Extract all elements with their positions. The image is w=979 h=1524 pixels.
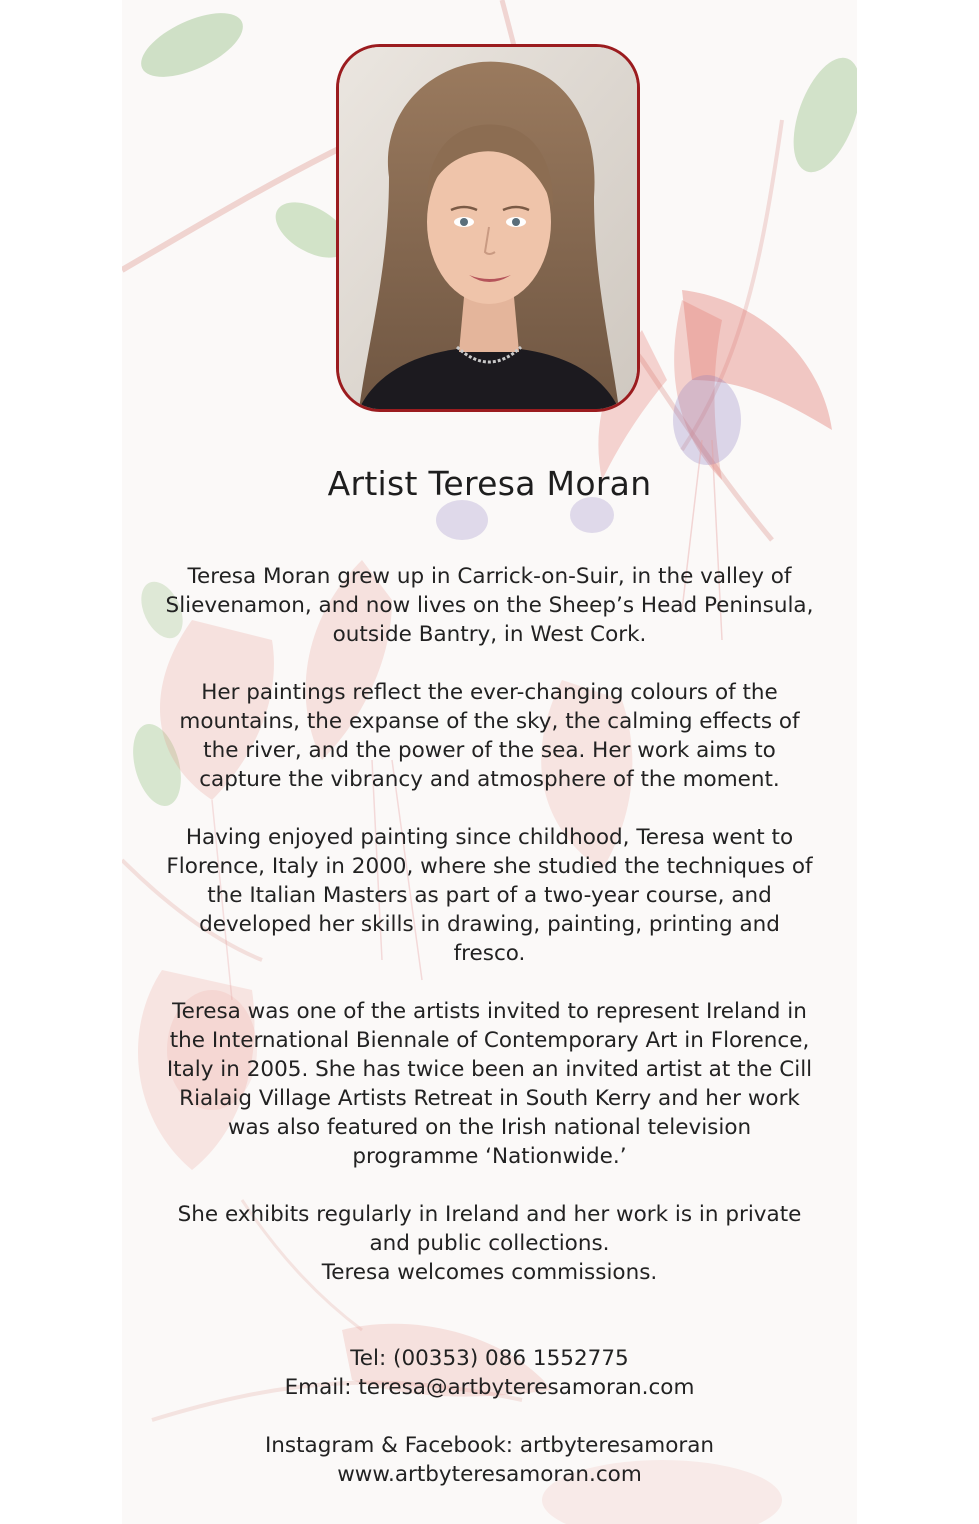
artist-bio: [162, 562, 817, 1316]
bio-paragraph-origin: Teresa Moran grew up in Carrick-on-Suir, in the valley of Slievenamon, and now lives on the Sheep’s Head Peninsula, outside Bantry, in West Cork.: [165, 564, 814, 647]
email-link[interactable]: Email: teresa@artbyteresamoran.com: [284, 1375, 695, 1400]
artist-portrait: [336, 44, 640, 412]
exhibitions-text: She exhibits regularly in Ireland and her work is in private and public collections.: [177, 1202, 802, 1256]
website-link[interactable]: www.artbyteresamoran.com: [337, 1462, 642, 1487]
artist-card: [122, 0, 857, 1524]
commissions-text: Teresa welcomes commissions.: [321, 1260, 658, 1285]
bio-paragraph-training: Having enjoyed painting since childhood, Teresa went to Florence, Italy in 2000, where she studied the techniques of the Italian Masters as part of a two-year course, and developed her skills in drawing, painting, printing and fresco.: [166, 825, 813, 966]
social-handle[interactable]: Instagram & Facebook: artbyteresamoran: [264, 1433, 715, 1458]
page-title: Artist Teresa Moran: [327, 464, 652, 503]
contact-spacer: [142, 1402, 837, 1431]
phone-number[interactable]: Tel: (00353) 086 1552775: [350, 1346, 629, 1371]
bio-paragraph-exhibitions: [162, 1200, 817, 1287]
contact-info: [142, 1344, 837, 1489]
bio-paragraph-style: Her paintings reflect the ever-changing colours of the mountains, the expanse of the sky, the calming effects of the river, and the power of the sea. Her work aims to capture the vibrancy and atmosphere of the moment.: [179, 680, 800, 792]
bio-paragraph-achievements: Teresa was one of the artists invited to represent Ireland in the International Biennale of Contemporary Art in Florence, Italy in 2005. She has twice been an invited artist at the Cill Rialaig Village Artists Retreat in South Kerry and her work was also featured on the Irish national television programme ‘Nationwide.’: [166, 999, 813, 1169]
